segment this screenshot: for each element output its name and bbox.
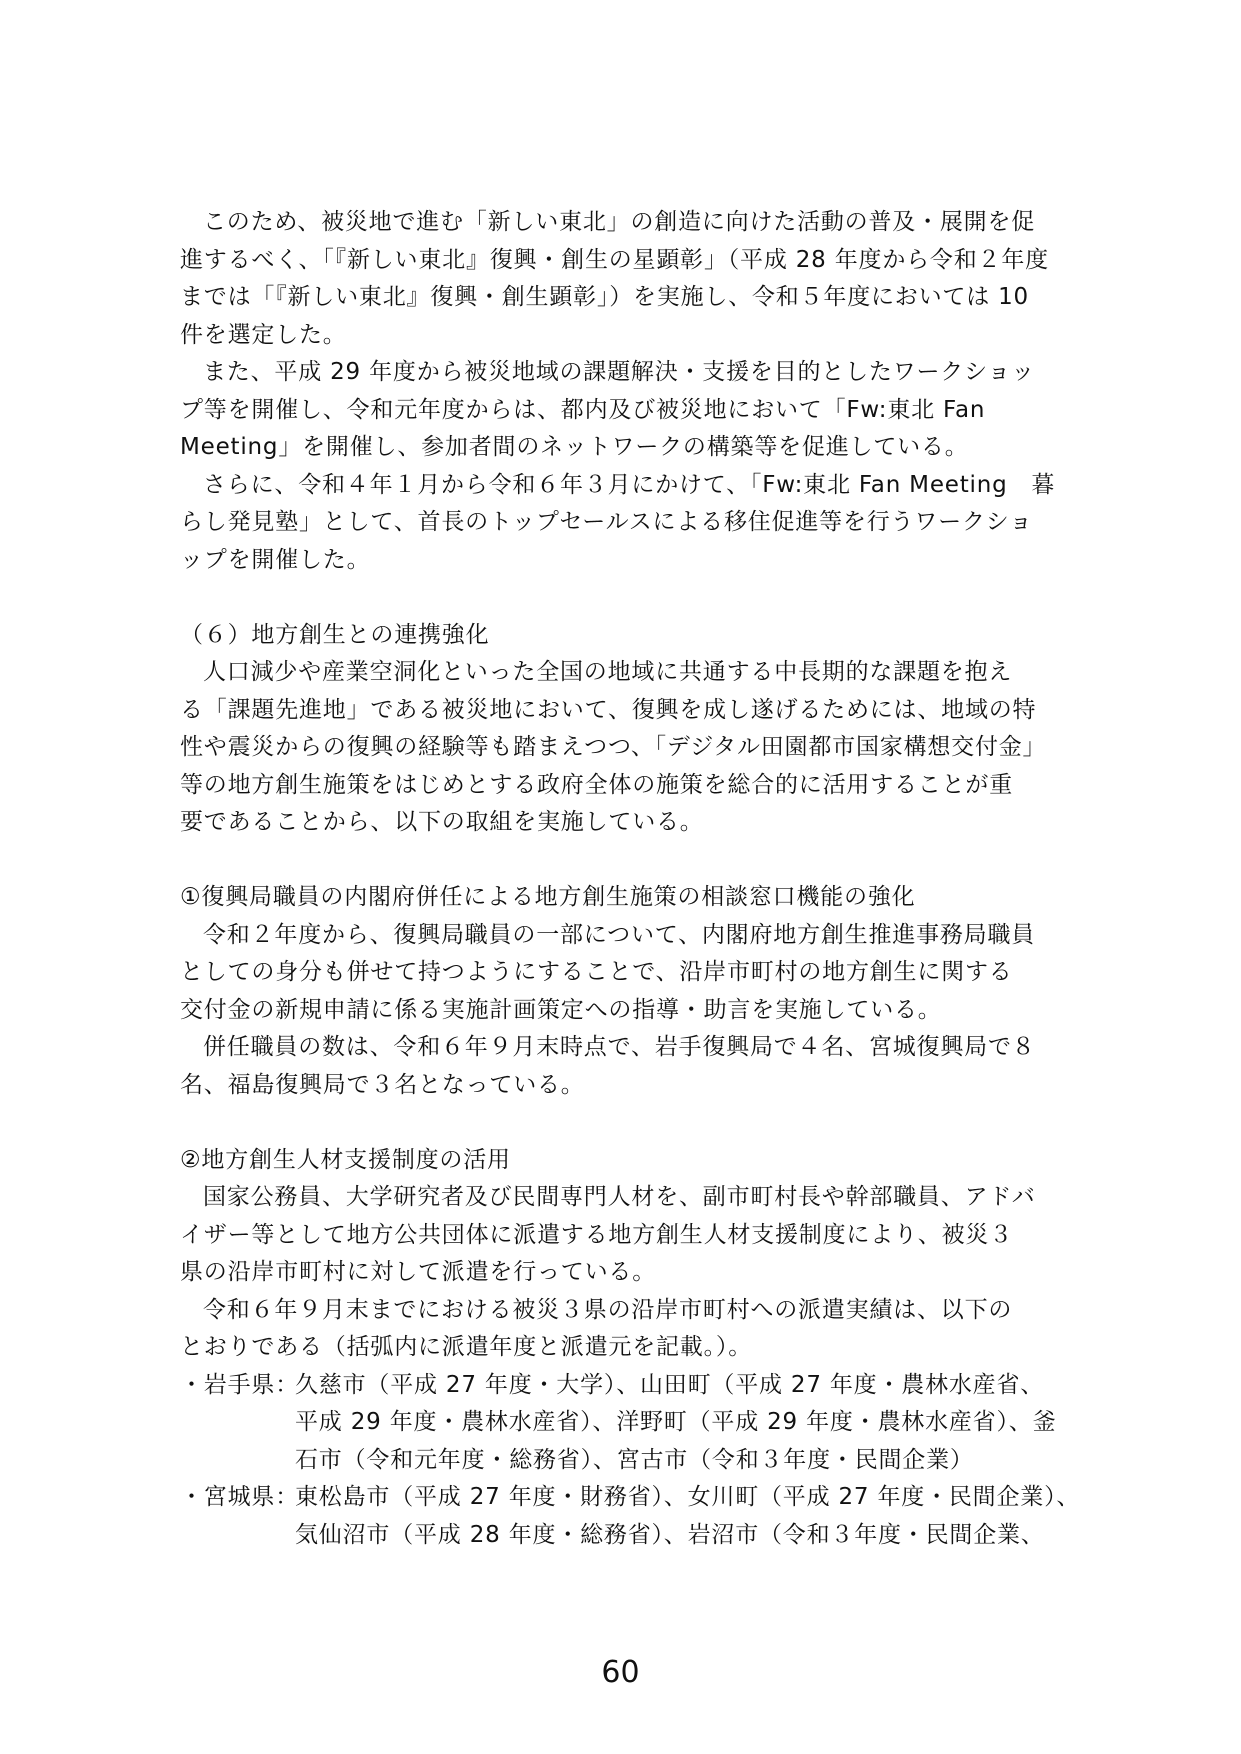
text-line: 県の沿岸市町村に対して派遣を行っている。 — [180, 1259, 656, 1285]
item-human-resource-support — [180, 1142, 1080, 1555]
text-line: る「課題先進地」である被災地において、復興を成し遂げるためには、地域の特 — [180, 696, 1037, 723]
text-line: 併任職員の数は、令和６年９月末時点で、岩手復興局で４名、宮城復興局で８ — [203, 1034, 1036, 1060]
dispatch-list — [180, 1367, 1080, 1555]
text-line: 令和６年９月末までにおける被災３県の沿岸市町村への派遣実績は、以下の — [203, 1296, 1013, 1323]
text-line: 性や震災からの復興の経験等も踏まえつつ、「デジタル田園都市国家構想交付金」 — [180, 734, 1047, 760]
spacer — [180, 1104, 1080, 1142]
paragraph-workshops — [180, 354, 1080, 467]
text-line: 交付金の新規申請に係る実施計画策定への指導・助言を実施している。 — [180, 996, 942, 1023]
item-consultation-function — [180, 879, 1080, 1104]
text-line: このため、被災地で進む「新しい東北」の創造に向けた活動の普及・展開を促 — [203, 209, 1036, 235]
bullet-label: ・岩手県： — [180, 1371, 299, 1398]
text-line: までは「『新しい東北』復興・創生顕彰」）を実施し、令和５年度においては 10 — [180, 284, 1029, 310]
text-line: イザー等として地方公共団体に派遣する地方創生人材支援制度により、被災３ — [180, 1221, 1013, 1248]
text-line: 要であることから、以下の取組を実施している。 — [180, 809, 704, 835]
text-line: とおりである（括弧内に派遣年度と派遣元を記載。）。 — [180, 1334, 752, 1360]
text-line: 名、福島復興局で３名となっている。 — [180, 1071, 585, 1098]
text-line: 人口減少や産業空洞化といった全国の地域に共通する中長期的な課題を抱え — [203, 659, 1013, 685]
bullet-label: ・宮城県： — [180, 1484, 299, 1510]
page-body — [180, 204, 1080, 1554]
page-number: 60 — [601, 1655, 640, 1690]
text-line: また、平成 29 年度から被災地域の課題解決・支援を目的としたワークショッ — [203, 359, 1036, 385]
list-item-iwate — [180, 1367, 1080, 1480]
text-line: らし発見塾」として、首長のトップセールスによる移住促進等を行うワークショ — [180, 509, 1033, 535]
text-line: 平成 29 年度・農林水産省）、洋野町（平成 29 年度・農林水産省）、釜 — [295, 1409, 1057, 1435]
text-line: Meeting」を開催し、参加者間のネットワークの構築等を促進している。 — [180, 434, 969, 460]
text-line: 進するべく、「『新しい東北』復興・創生の星顕彰」（平成 28 年度から令和２年度 — [180, 246, 1049, 273]
spacer — [180, 579, 1080, 617]
paragraph-fan-meeting — [180, 467, 1080, 580]
text-line: 件を選定した。 — [180, 321, 347, 348]
text-line: ップを開催した。 — [180, 546, 371, 573]
text-line: としての身分も併せて持つようにすることで、沿岸市町村の地方創生に関する — [180, 959, 1013, 985]
text-line: 久慈市（平成 27 年度・大学）、山田町（平成 27 年度・農林水産省、 — [295, 1371, 1045, 1398]
text-line: 等の地方創生施策をはじめとする政府全体の施策を総合的に活用することが重 — [180, 771, 1013, 798]
text-line: 気仙沼市（平成 28 年度・総務省）、岩沼市（令和３年度・民間企業、 — [295, 1521, 1045, 1548]
text-line: さらに、令和４年１月から令和６年３月にかけて、「Fw:東北 Fan Meeting 暮 — [203, 471, 1056, 498]
text-line: 東松島市（平成 27 年度・財務省）、女川町（平成 27 年度・民間企業）、 — [295, 1484, 1081, 1510]
text-line: 石市（令和元年度・総務省）、宮古市（令和３年度・民間企業） — [295, 1446, 974, 1473]
section-regional-revitalization — [180, 617, 1080, 842]
text-line: 国家公務員、大学研究者及び民間専門人材を、副市町村長や幹部職員、アドバ — [203, 1184, 1036, 1210]
spacer — [180, 842, 1080, 880]
text-line: プ等を開催し、令和元年度からは、都内及び被災地において「Fw:東北 Fan — [180, 396, 986, 423]
list-item-miyagi — [180, 1479, 1080, 1554]
item-heading: ①復興局職員の内閣府併任による地方創生施策の相談窓口機能の強化 — [180, 884, 916, 910]
section-heading: （６）地方創生との連携強化 — [180, 621, 490, 648]
item-heading: ②地方創生人材支援制度の活用 — [180, 1146, 511, 1173]
text-line: 令和２年度から、復興局職員の一部について、内閣府地方創生推進事務局職員 — [203, 921, 1036, 948]
paragraph-new-tohoku-award — [180, 204, 1080, 354]
